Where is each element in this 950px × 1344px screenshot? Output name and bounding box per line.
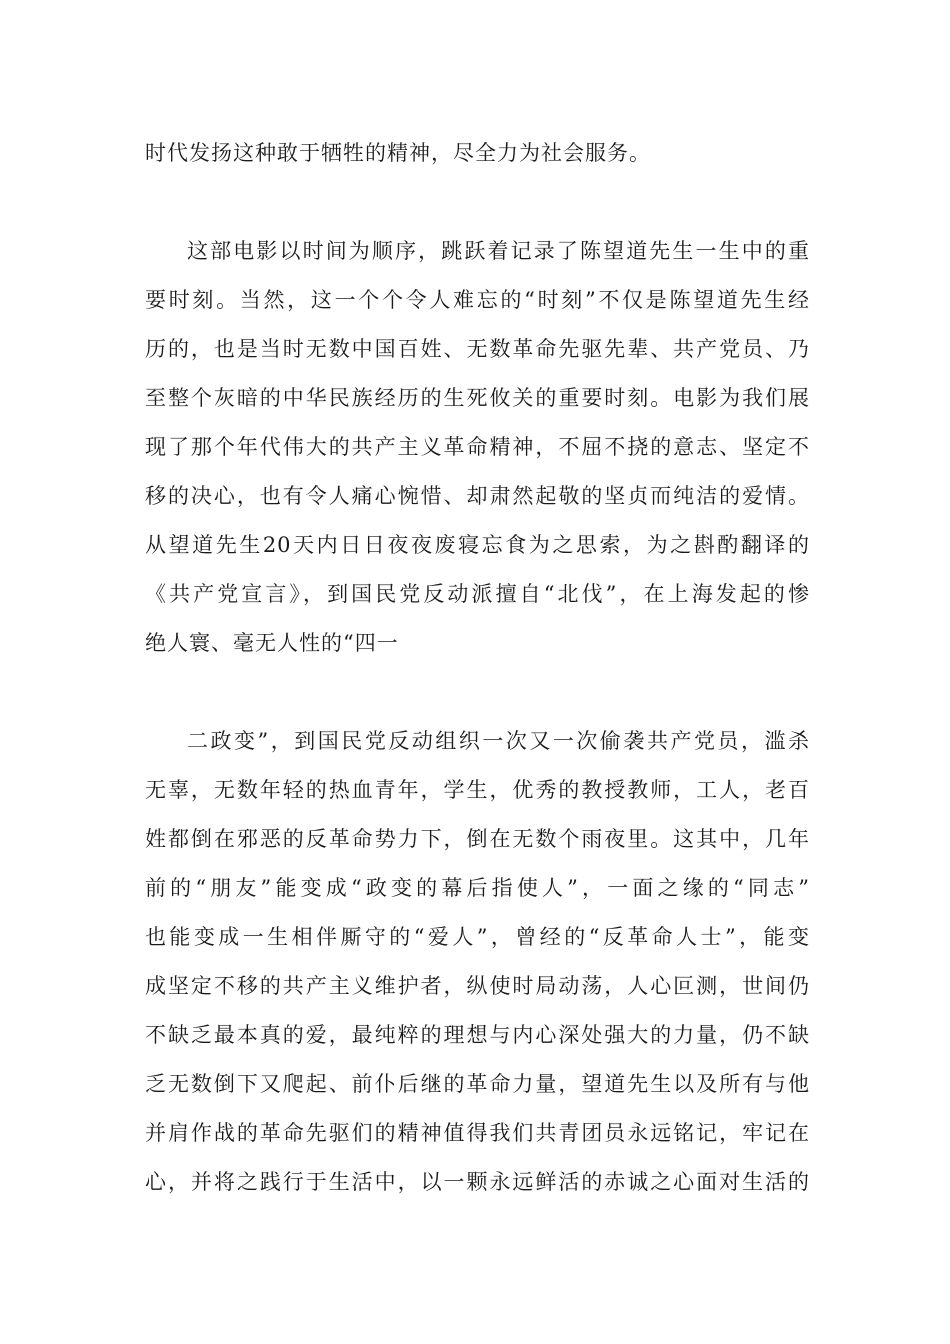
paragraph-3-line-10: 心，并将之践行于生活中，以一颗永远鲜活的赤诚之心面对生活的 xyxy=(145,1170,810,1194)
paragraph-3-line-7: 不缺乏最本真的爱，最纯粹的理想与内心深处强大的力量，仍不缺 xyxy=(145,1023,810,1047)
paragraph-1-line-1: 时代发扬这种敢于牺牲的精神，尽全力为社会服务。 xyxy=(145,141,651,165)
paragraph-2-line-8: 《共产党宣言》，到国民党反动派擅自“北伐”，在上海发起的惨 xyxy=(145,582,810,606)
paragraph-3-line-5: 也能变成一生相伴厮守的“爱人”，曾经的“反革命人士”，能变 xyxy=(145,925,810,949)
paragraph-2-line-1: 这部电影以时间为顺序，跳跃着记录了陈望道先生一生中的重 xyxy=(187,239,810,263)
paragraph-2-line-7: 从望道先生20天内日日夜夜废寝忘食为之思索，为之斟酌翻译的 xyxy=(145,533,810,557)
paragraph-3-line-4: 前的“朋友”能变成“政变的幕后指使人”，一面之缘的“同志” xyxy=(145,876,810,900)
paragraph-2-line-3: 历的，也是当时无数中国百姓、无数革命先驱先辈、共产党员、乃 xyxy=(145,337,810,361)
paragraph-2-line-9: 绝人寰、毫无人性的“四一 xyxy=(145,631,399,655)
paragraph-2-line-5: 现了那个年代伟大的共产主义革命精神，不屈不挠的意志、坚定不 xyxy=(145,435,810,459)
paragraph-2-line-6: 移的决心，也有令人痛心惋惜、却肃然起敬的坚贞而纯洁的爱情。 xyxy=(145,484,810,508)
paragraph-2-line-4: 至整个灰暗的中华民族经历的生死攸关的重要时刻。电影为我们展 xyxy=(145,386,810,410)
paragraph-3-line-8: 乏无数倒下又爬起、前仆后继的革命力量，望道先生以及所有与他 xyxy=(145,1072,810,1096)
paragraph-3-line-3: 姓都倒在邪恶的反革命势力下，倒在无数个雨夜里。这其中，几年 xyxy=(145,827,810,851)
paragraph-3-line-9: 并肩作战的革命先驱们的精神值得我们共青团员永远铭记，牢记在 xyxy=(145,1121,810,1145)
paragraph-3-line-1: 二政变”，到国民党反动组织一次又一次偷袭共产党员，滥杀 xyxy=(187,729,810,753)
paragraph-2-line-2: 要时刻。当然，这一个个令人难忘的“时刻”不仅是陈望道先生经 xyxy=(145,288,810,312)
paragraph-3-line-2: 无辜，无数年轻的热血青年，学生，优秀的教授教师，工人，老百 xyxy=(145,778,810,802)
paragraph-3-line-6: 成坚定不移的共产主义维护者，纵使时局动荡，人心叵测，世间仍 xyxy=(145,974,810,998)
